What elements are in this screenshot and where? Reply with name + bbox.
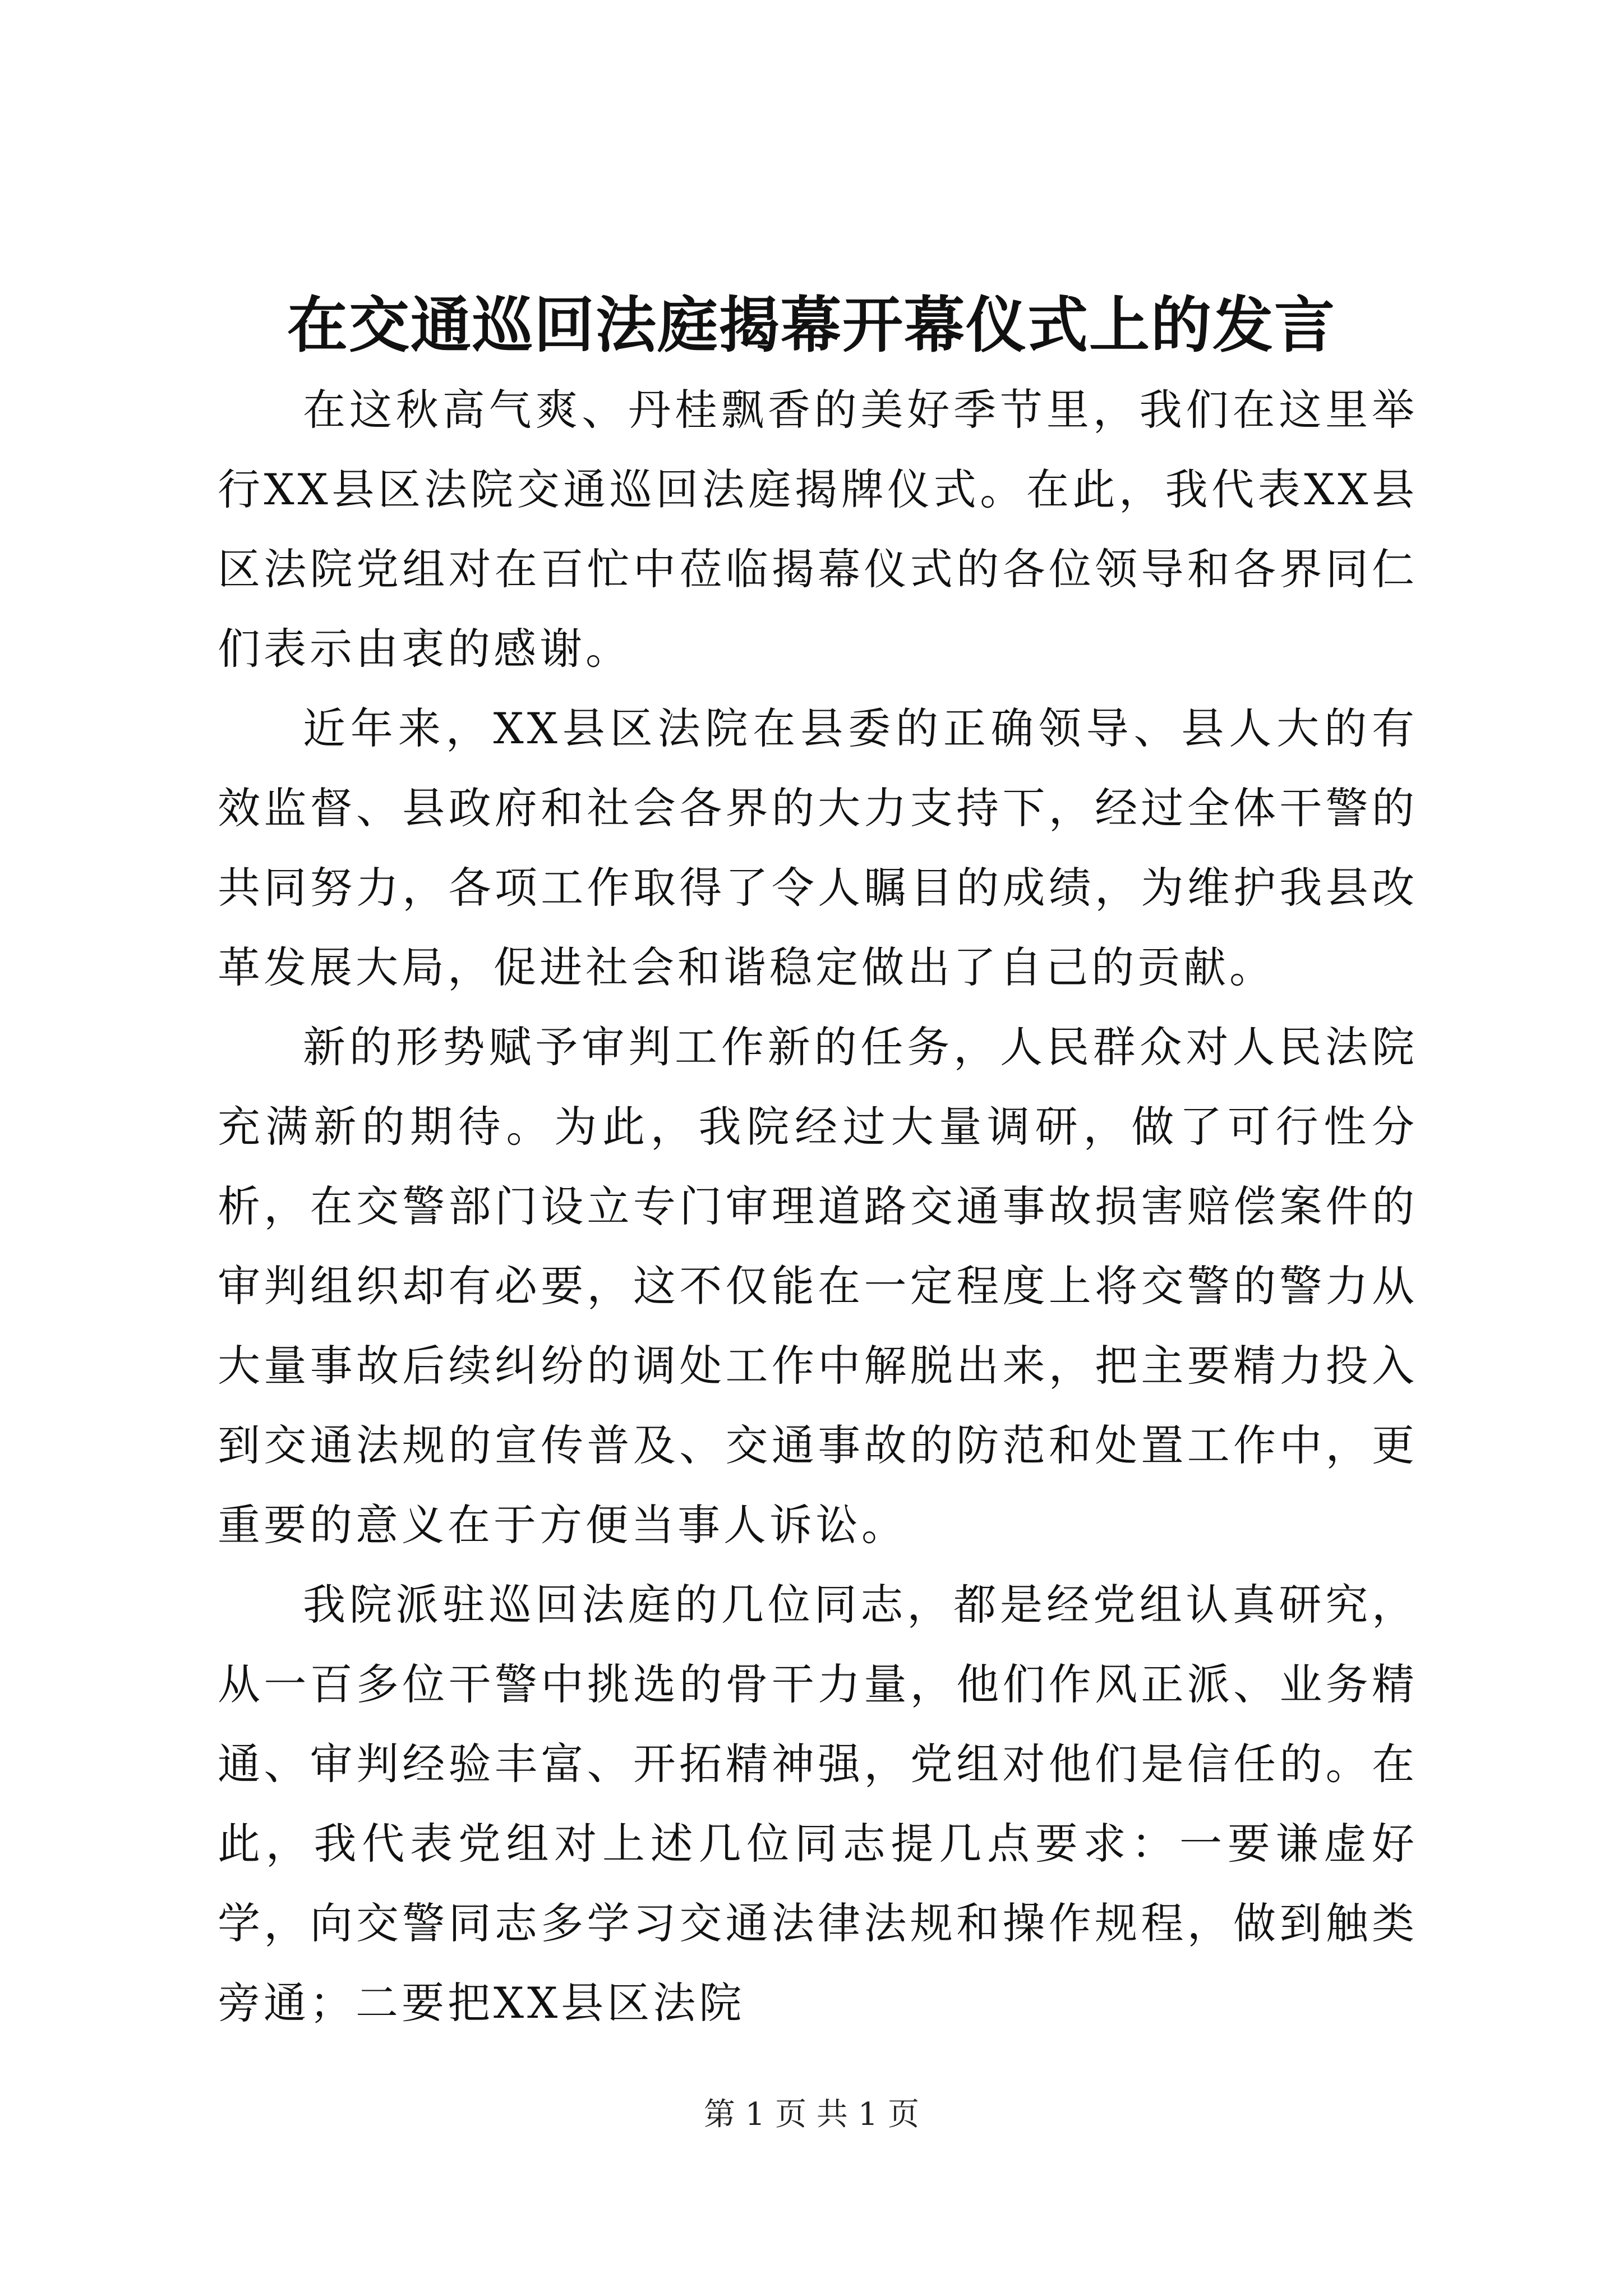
document-title: 在交通巡回法庭揭幕开幕仪式上的发言 [287,290,1336,361]
paragraph-2: 近年来，XX县区法院在县委的正确领导、县人大的有效监督、县政府和社会各界的大力支持下，经过全体干警的共同努力，各项工作取得了令人瞩目的成绩，为维护我县改革发展大局，促进社会和谐稳定做出了自己的贡献。 [218,703,1418,992]
paragraph-1: 在这秋高气爽、丹桂飘香的美好季节里，我们在这里举行XX县区法院交通巡回法庭揭牌仪式。在此，我代表XX县区法院党组对在百忙中莅临揭幕仪式的各位领导和各界同仁们表示由衷的感谢。 [218,385,1418,674]
paragraph-4: 我院派驻巡回法庭的几位同志，都是经党组认真研究，从一百多位干警中挑选的骨干力量，他们作风正派、业务精通、审判经验丰富、开拓精神强，党组对他们是信任的。在此，我代表党组对上述几位同志提几点要求：一要谦虚好学，向交警同志多学习交通法律法规和操作规程，做到触类旁通；二要把XX县区法院 [218,1580,1418,2028]
paragraph-3: 新的形势赋予审判工作新的任务，人民群众对人民法院充满新的期待。为此，我院经过大量调研，做了可行性分析，在交警部门设立专门审理道路交通事故损害赔偿案件的审判组织却有必要，这不仅能在一定程度上将交警的警力从大量事故后续纠纷的调处工作中解脱出来，把主要精力投入到交通法规的宣传普及、交通事故的防范和处置工作中，更重要的意义在于方便当事人诉讼。 [218,1022,1418,1550]
page-footer: 第 1 页 共 1 页 [703,2096,920,2133]
document-body [218,370,1418,2043]
